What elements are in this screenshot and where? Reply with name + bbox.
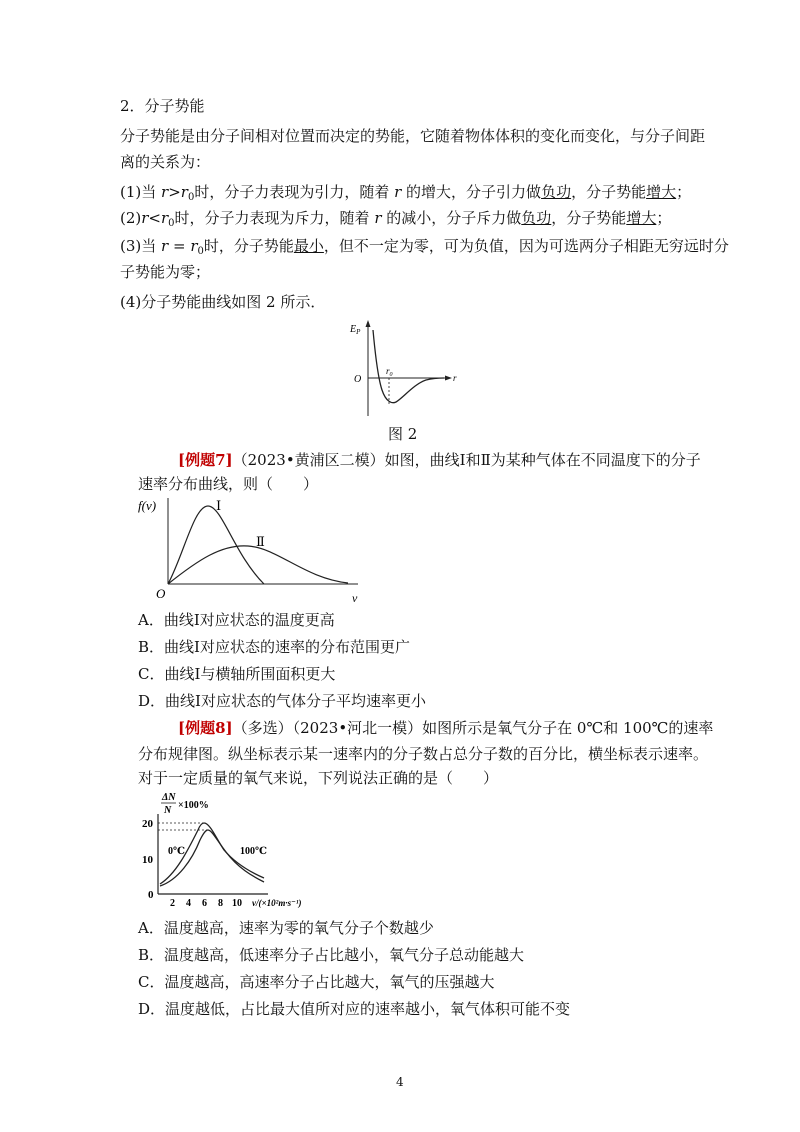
fig2-curve — [373, 330, 444, 403]
fig2-ep-label: $E_P$ — [350, 324, 361, 336]
ex8-x-tick-10: 10 — [232, 898, 242, 909]
ex8-y-tick-0: 0 — [148, 889, 154, 901]
ex7-curve-2-label: Ⅱ — [256, 534, 265, 549]
fig2-caption: 图 2 — [388, 425, 418, 443]
example7-option-d[interactable]: D．曲线Ⅰ对应状态的气体分子平均速率更小 — [138, 692, 426, 710]
ex8-y-unit: ×100% — [178, 800, 209, 811]
example8-option-b[interactable]: B．温度越高，低速率分子占比越小，氧气分子总动能越大 — [138, 946, 525, 964]
example7-option-c[interactable]: C．曲线Ⅰ与横轴所围面积更大 — [138, 665, 336, 683]
ex8-curve-100c — [160, 830, 264, 886]
fig2-origin-label: O — [354, 374, 362, 385]
example8-option-c[interactable]: C．温度越高，高速率分子占比越大，氧气的压强越大 — [138, 973, 495, 991]
section-heading: 2．分子势能 — [120, 97, 205, 115]
ex8-x-tick-8: 8 — [218, 898, 223, 909]
fig2-y-arrow — [366, 320, 371, 327]
fig2-potential-curve — [340, 318, 460, 418]
example7-stem-line-2: 速率分布曲线，则（ ） — [138, 475, 319, 493]
item-3-continued: 子势能为零； — [120, 263, 211, 281]
item-2: $(2)r<r_0$时，分子力表现为斥力，随着 r 的减小，分子斥力做负功，分子势能增大； — [120, 209, 672, 229]
example7-speed-distribution-chart — [138, 494, 368, 606]
ex7-origin-label: O — [156, 586, 166, 601]
fig2-r-label: r — [453, 373, 457, 383]
ex8-curve-0c-label: 0℃ — [168, 846, 185, 857]
ex8-x-label: v/(×10²m·s⁻¹) — [252, 898, 302, 908]
ex8-y-tick-20: 20 — [142, 818, 153, 830]
ex8-y-den: N — [164, 805, 172, 816]
fig2-x-arrow — [445, 376, 452, 381]
example7-option-a[interactable]: A．曲线Ⅰ对应状态的温度更高 — [138, 611, 335, 629]
item-4: (4)分子势能曲线如图 2 所示． — [120, 293, 326, 311]
item-3: (3)当 $r = r_0$时，分子势能最小，但不一定为零，可为负值，因为可选两分子相距无穷远时分 — [120, 237, 729, 257]
ex7-curve-1-label: Ⅰ — [216, 498, 222, 513]
intro-line-1: 分子势能是由分子间相对位置而决定的势能，它随着物体体积的变化而变化，与分子间距 — [120, 127, 706, 145]
ex8-x-tick-6: 6 — [202, 898, 207, 909]
ex8-y-tick-10: 10 — [142, 854, 153, 866]
fig2-r0-label: $r_0$ — [386, 366, 393, 378]
ex8-x-tick-4: 4 — [186, 898, 191, 909]
ex7-fv-label: f(v) — [138, 498, 157, 513]
ex8-x-tick-2: 2 — [170, 898, 175, 909]
example8-option-d[interactable]: D．温度越低，占比最大值所对应的速率越小，氧气体积可能不变 — [138, 1000, 571, 1018]
example7-stem-line-1: [例题7]（2023•黄浦区二模）如图，曲线Ⅰ和Ⅱ为某种气体在不同温度下的分子 — [178, 451, 701, 469]
example8-option-a[interactable]: A．温度越高，速率为零的氧气分子个数越少 — [138, 919, 434, 937]
example8-stem-line-1: [例题8]（多选）（2023•河北一模）如图所示是氧气分子在 0℃和 100℃的速率 — [178, 719, 714, 737]
ex8-y-num: ΔN — [162, 792, 176, 803]
ex7-v-label: v — [352, 591, 358, 605]
example7-tag: [例题7] — [178, 451, 233, 469]
intro-line-2: 离的关系为： — [120, 153, 211, 171]
ex8-curve-100c-label: 100℃ — [240, 846, 267, 857]
example8-stem-line-2: 分布规律图。纵坐标表示某一速率内的分子数占总分子数的百分比，横坐标表示速率。 — [138, 745, 709, 763]
example8-stem-line-3: 对于一定质量的氧气来说，下列说法正确的是（ ） — [138, 769, 499, 787]
page-number: 4 — [396, 1075, 404, 1089]
example8-tag: [例题8] — [178, 719, 233, 737]
example7-option-b[interactable]: B．曲线Ⅰ对应状态的速率的分布范围更广 — [138, 638, 410, 656]
example8-oxygen-distribution-chart — [140, 788, 340, 914]
item-1: (1)当 $r>r_0$时，分子力表现为引力，随着 r 的增大，分子引力做负功，分子势能增大； — [120, 183, 692, 203]
